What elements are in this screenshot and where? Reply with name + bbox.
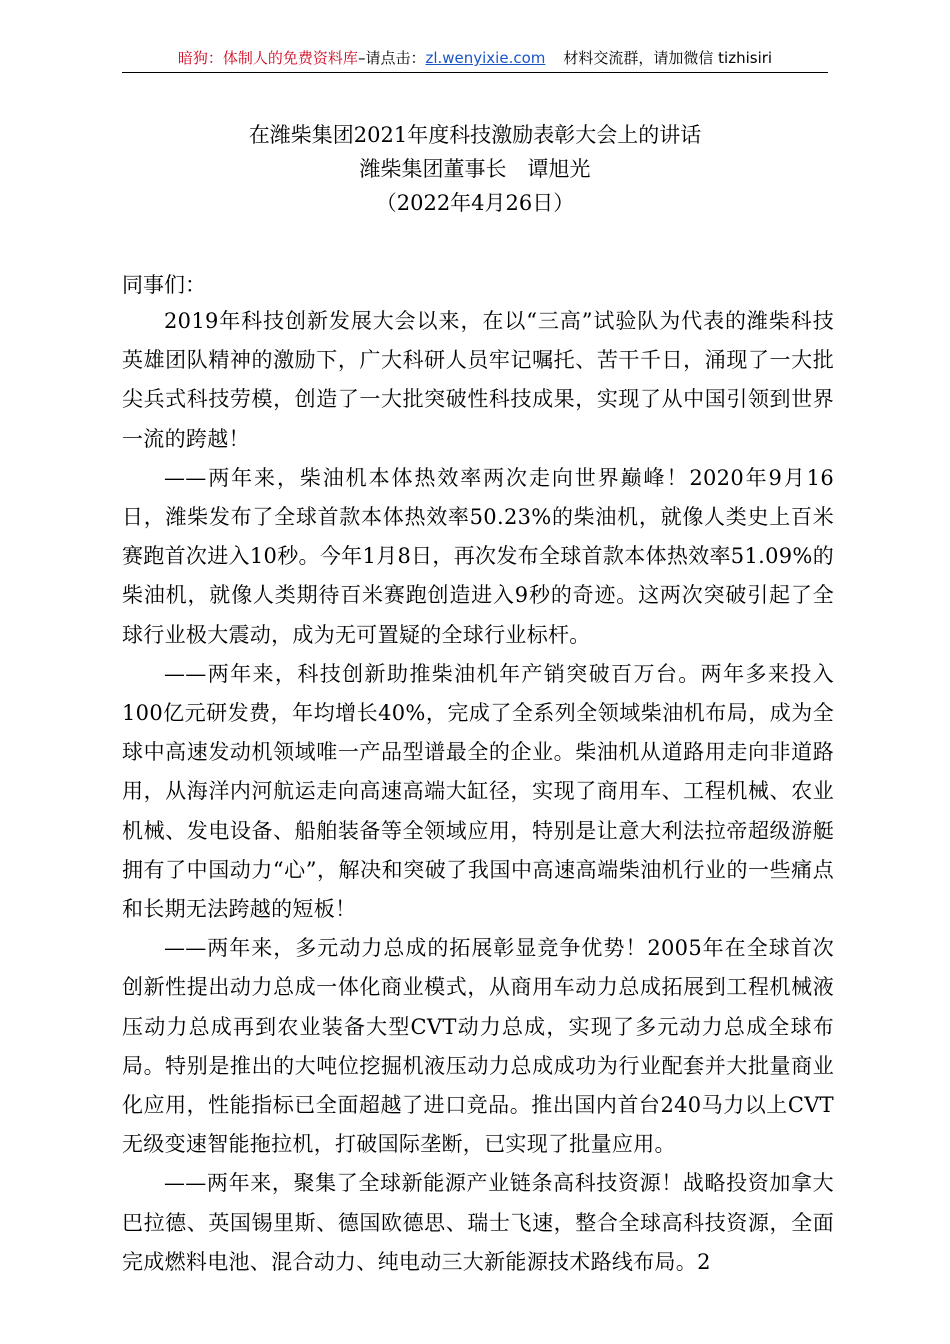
doc-title: 在潍柴集团2021年度科技激励表彰大会上的讲话 xyxy=(248,123,702,147)
paragraph: ——两年来，多元动力总成的拓展彰显竞争优势！2005年在全球首次创新性提出动力总成一体化商业模式，从商用车动力总成拓展到工程机械液压动力总成再到农业装备大型CVT动力总成，实现了多元动力总成全球布局。特别是推出的大吨位挖掘机液压动力总成成功为行业配套并大批量商业化应用，性能指标已全面超越了进口竞品。推出国内首台240马力以上CVT无级变速智能拖拉机，打破国际垄断，已实现了批量应用。 xyxy=(122,936,834,1157)
doc-author: 潍柴集团董事长 谭旭光 xyxy=(359,157,591,181)
paragraph: ——两年来，科技创新助推柴油机年产销突破百万台。两年多来投入100亿元研发费，年均增长40%，完成了全系列全领域柴油机布局，成为全球中高速发动机领域唯一产品型谱最全的企业。柴油机从道路用走向非道路用，从海洋内河航运走向高速高端大缸径，实现了商用车、工程机械、农业机械、发电设备、船舶装备等全领域应用，特别是让意大利法拉帝超级游艇拥有了中国动力“心”，解决和突破了我国中高速高端柴油机行业的一些痛点和长期无法跨越的短板！ xyxy=(122,661,834,922)
header-brand: 暗狗：体制人的免费资料库 xyxy=(177,49,358,67)
header-wechat: 材料交流群，请加微信 tizhisiri xyxy=(563,49,773,67)
doc-body xyxy=(122,302,834,1282)
paragraph: ——两年来，聚集了全球新能源产业链条高科技资源！战略投资加拿大巴拉德、英国锡里斯、德国欧德思、瑞士飞速，整合全球高科技资源，全面完成燃料电池、混合动力、纯电动三大新能源技术路线布局。2 xyxy=(122,1171,834,1274)
title-block xyxy=(122,118,828,220)
page-header xyxy=(122,44,828,73)
header-link[interactable]: zl.wenyixie.com xyxy=(425,49,546,67)
paragraph: 2019年科技创新发展大会以来，在以“三高”试验队为代表的潍柴科技英雄团队精神的激励下，广大科研人员牢记嘱托、苦干千日，涌现了一大批尖兵式科技劳模，创造了一大批突破性科技成果，实现了从中国引领到世界一流的跨越！ xyxy=(122,309,834,451)
header-prompt: –请点击： xyxy=(357,49,426,67)
salutation: 同事们： xyxy=(122,273,206,297)
doc-date: （2022年4月26日） xyxy=(375,191,575,215)
paragraph: ——两年来，柴油机本体热效率两次走向世界巅峰！2020年9月16日，潍柴发布了全球首款本体热效率50.23%的柴油机，就像人类史上百米赛跑首次进入10秒。今年1月8日，再次发布全球首款本体热效率51.09%的柴油机，就像人类期待百米赛跑创造进入9秒的奇迹。这两次突破引起了全球行业极大震动，成为无可置疑的全球行业标杆。 xyxy=(122,465,834,647)
